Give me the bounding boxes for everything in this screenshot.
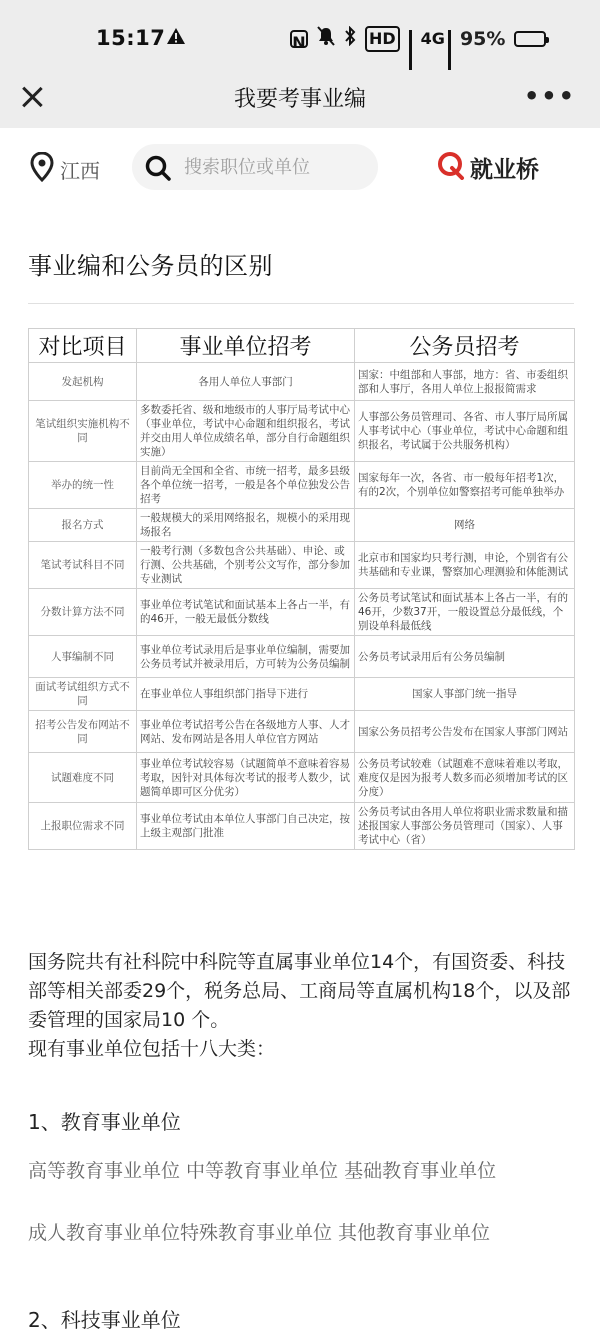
- comparison-table: [28, 328, 575, 850]
- table-row: [29, 363, 575, 401]
- network-label: 4G: [420, 29, 445, 48]
- table-header: 事业单位招考: [137, 329, 355, 363]
- table-header: 公务员招考: [355, 329, 575, 363]
- table-cell-public-institution: 事业单位考试由本单位人事部门自己决定，按上级主观部门批准: [137, 803, 355, 850]
- table-cell-public-institution: 一般考行测（多数包含公共基础）、申论、或行测、公共基础，个别考公文写作，部分参加专业测试: [137, 542, 355, 589]
- search-icon: [144, 154, 172, 186]
- table-cell-item: 上报职位需求不同: [29, 803, 137, 850]
- table-cell-item: 笔试组织实施机构不同: [29, 401, 137, 462]
- bluetooth-icon: [344, 26, 356, 52]
- mute-icon: [317, 26, 335, 52]
- table-cell-public-institution: 多数委托省、级和地级市的人事厅局考试中心（事业单位，考试中心命题和组织报名，考试并交由用人单位成绩名单，部分自行命题组织实施）: [137, 401, 355, 462]
- table-row: [29, 753, 575, 803]
- table-row: [29, 636, 575, 678]
- brand-logo: [436, 150, 539, 184]
- network-type: [421, 28, 445, 50]
- status-time: 15:17: [96, 26, 166, 50]
- table-cell-civil-servant: 公务员考试笔试和面试基本上各占一半，有的46开，少数37开，一般设置总分最低线，个别设单科最低线: [355, 589, 575, 636]
- signal-icon: [409, 30, 412, 48]
- table-cell-civil-servant: 国家：中组部和人事部，地方：省、市委组织部和人事厅，各用人单位上报报简需求: [355, 363, 575, 401]
- search-input[interactable]: [184, 144, 374, 190]
- table-row: [29, 678, 575, 711]
- warning-icon: [166, 27, 186, 49]
- table-row: [29, 803, 575, 850]
- table-row: [29, 542, 575, 589]
- table-cell-civil-servant: 国家公务员招考公告发布在国家人事部门网站: [355, 711, 575, 753]
- table-cell-public-institution: 事业单位考试较容易（试题简单不意味着容易考取，因针对具体每次考试的报考人数少，试题简单即可区分优劣）: [137, 753, 355, 803]
- status-icons: [290, 26, 546, 52]
- battery-level: 95%: [459, 28, 506, 50]
- table-cell-civil-servant: 公务员考试录用后有公务员编制: [355, 636, 575, 678]
- signal-icon-2: [448, 30, 451, 48]
- table-cell-item: 笔试考试科目不同: [29, 542, 137, 589]
- article-heading: 事业编和公务员的区别: [28, 252, 273, 280]
- status-bar: [0, 0, 600, 70]
- brand-logo-icon: [436, 150, 466, 184]
- table-header: 对比项目: [29, 329, 137, 363]
- table-row: [29, 401, 575, 462]
- table-row: [29, 462, 575, 509]
- hd-icon: HD: [365, 26, 400, 52]
- table-cell-public-institution: 事业单位考试录用后是事业单位编制，需要加公务员考试并被录用后，方可转为公务员编制: [137, 636, 355, 678]
- brand-name: 就业桥: [470, 156, 539, 183]
- table-cell-public-institution: 事业单位考试笔试和面试基本上各占一半，有的46开，一般无最低分数线: [137, 589, 355, 636]
- table-cell-item: 人事编制不同: [29, 636, 137, 678]
- section-text-line: 高等教育事业单位 中等教育事业单位 基础教育事业单位: [28, 1160, 497, 1182]
- table-cell-civil-servant: 公务员考试由各用人单位将职业需求数量和描述报国家人事部公务员管理司（国家）、人事考试中心（省）: [355, 803, 575, 850]
- table-row: [29, 509, 575, 542]
- table-header-row: [29, 329, 575, 363]
- paragraph-intro: 国务院共有社科院中科院等直属事业单位14个，有国资委、科技部等相关部委29个，税务总局、工商局等直属机构18个，以及部委管理的国家局10 个。: [28, 951, 571, 1031]
- table-cell-public-institution: 事业单位考试招考公告在各级地方人事、人才网站、发布网站是各用人单位官方网站: [137, 711, 355, 753]
- more-icon[interactable]: •••: [523, 82, 576, 110]
- nfc-icon: N: [290, 30, 308, 48]
- section-title-technology: 2、科技事业单位: [28, 1308, 181, 1332]
- table-cell-public-institution: 目前尚无全国和全省、市统一招考，最多县级各个单位统一招考，一般是各个单位独发公告招考: [137, 462, 355, 509]
- table-cell-civil-servant: 网络: [355, 509, 575, 542]
- title-bar: [0, 70, 600, 128]
- table-cell-item: 发起机构: [29, 363, 137, 401]
- table-row: [29, 711, 575, 753]
- table-cell-civil-servant: 国家人事部门统一指导: [355, 678, 575, 711]
- table-cell-item: 面试考试组织方式不同: [29, 678, 137, 711]
- table-cell-civil-servant: 国家每年一次，各省、市一般每年招考1次，有的2次，个别单位如警察招考可能单独举办: [355, 462, 575, 509]
- battery-icon: [514, 31, 546, 47]
- table-cell-public-institution: 一般规模大的采用网络报名，规模小的采用现场报名: [137, 509, 355, 542]
- table-cell-item: 举办的统一性: [29, 462, 137, 509]
- paragraph-categories: 现有事业单位包括十八大类：: [28, 1038, 276, 1060]
- location-label: 江西: [60, 158, 100, 183]
- table-cell-item: 报名方式: [29, 509, 137, 542]
- search-box[interactable]: [132, 144, 378, 190]
- page-title: 我要考事业编: [233, 87, 366, 112]
- table-cell-public-institution: 在事业单位人事组织部门指导下进行: [137, 678, 355, 711]
- section-title-education: 1、教育事业单位: [28, 1110, 181, 1134]
- table-cell-public-institution: 各用人单位人事部门: [137, 363, 355, 401]
- search-row: [0, 128, 600, 208]
- table-row: [29, 589, 575, 636]
- table-cell-item: 试题难度不同: [29, 753, 137, 803]
- table-cell-civil-servant: 公务员考试较难（试题难不意味着难以考取，难度仅是因为报考人数多而必须增加考试的区分度）: [355, 753, 575, 803]
- location-pin-icon: [30, 152, 54, 186]
- table-cell-item: 分数计算方法不同: [29, 589, 137, 636]
- heading-divider: [28, 303, 574, 304]
- table-cell-civil-servant: 北京市和国家均只考行测，申论，个别省有公共基础和专业课，警察加心理测验和体能测试: [355, 542, 575, 589]
- section-text-line: 成人教育事业单位特殊教育事业单位 其他教育事业单位: [28, 1222, 491, 1244]
- table-cell-civil-servant: 人事部公务员管理司、各省、市人事厅局所属人事考试中心（事业单位，考试中心命题和组织报名，考试属于公共服务机构）: [355, 401, 575, 462]
- table-cell-item: 招考公告发布网站不同: [29, 711, 137, 753]
- location-selector[interactable]: [30, 152, 100, 186]
